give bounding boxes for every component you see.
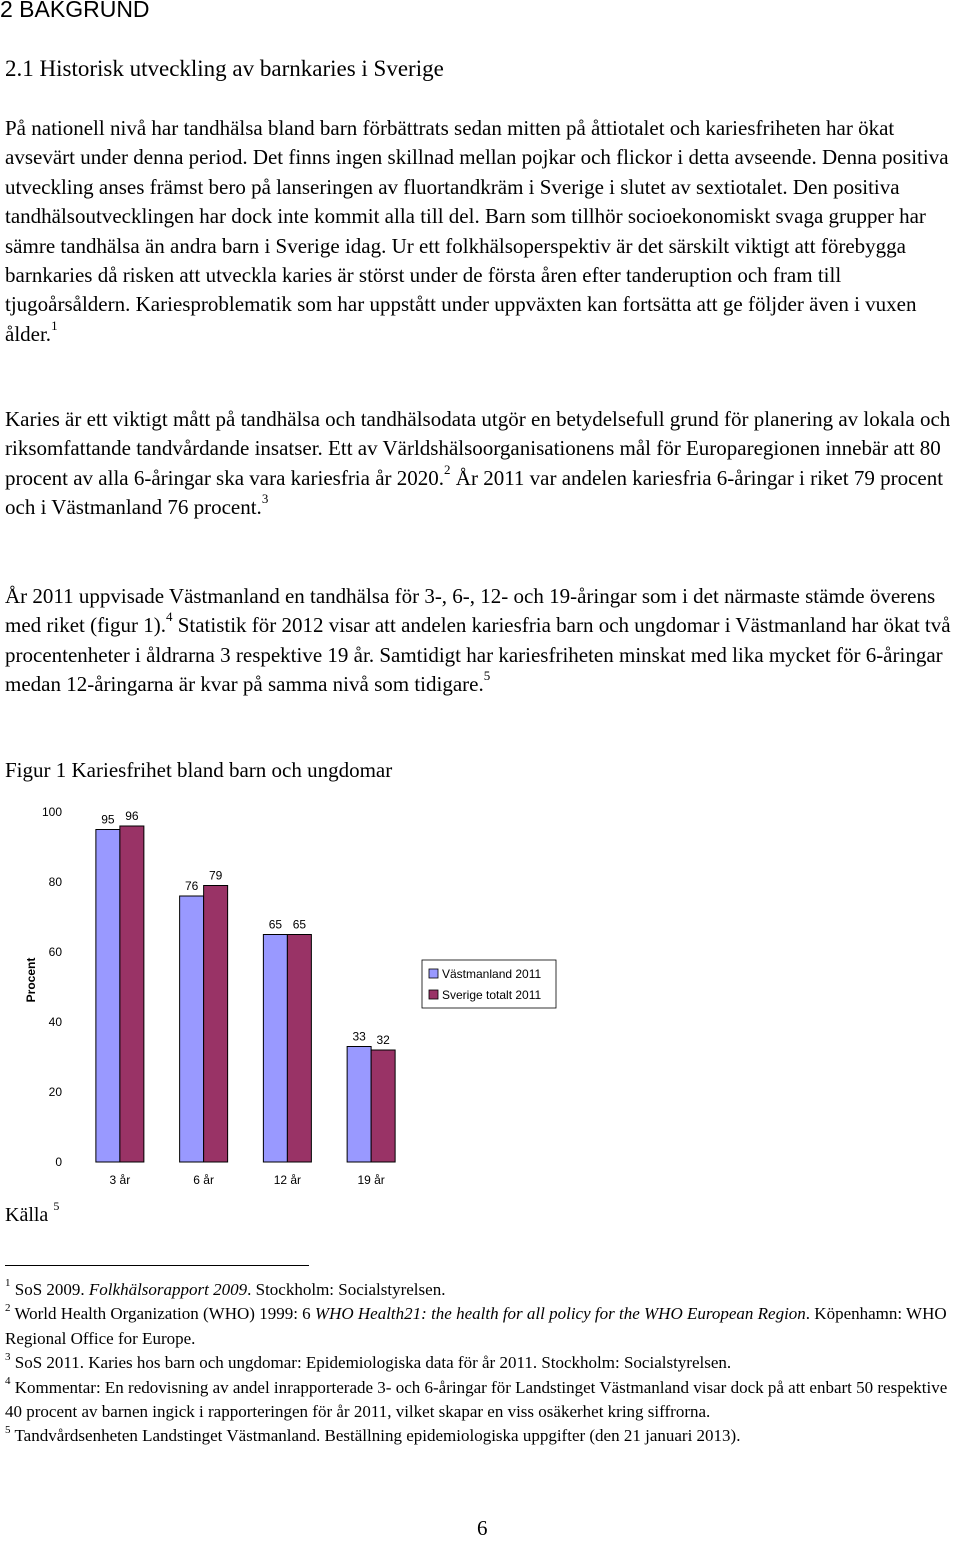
- source-ref[interactable]: 5: [53, 1199, 60, 1214]
- paragraph-2-text-a: Karies är ett viktigt mått på tandhälsa och tandhälsodata utgör en betydelsefull grund för planering av lokala och riksomfattande tandvårdande insatser. Ett av Världshälsoorganisationens mål för Europaregionen innebär att 80 procent av alla 6-åringar ska vara kariesfria år 2020.: [5, 407, 951, 490]
- legend-swatch: [429, 990, 438, 999]
- data-label: 65: [268, 917, 283, 932]
- section-heading: 2 BAKGRUND: [0, 0, 150, 22]
- source-label: Källa: [5, 1204, 49, 1226]
- legend-swatch: [429, 969, 438, 978]
- footnote-number: 2: [5, 1301, 11, 1314]
- y-tick-label: 20: [48, 1085, 62, 1099]
- bar-vastmanland: [180, 896, 204, 1162]
- footnote-ref-4[interactable]: 4: [165, 609, 173, 625]
- paragraph-3-text-a: År 2011 uppvisade Västmanland en tandhälsa för 3-, 6-, 12- och 19-åringar som i det närmaste stämde överens med riket (figur 1).: [5, 584, 936, 638]
- page-number: 6: [477, 1516, 488, 1540]
- paragraph-3-text-b: Statistik för 2012 visar att andelen kariesfria barn och ungdomar i Västmanland har ökat två procentenheter i åldrarna 3 respektive 19 år. Samtidigt har kariesfriheten minskat med lika mycket för 6-åringar medan 12-åringarna är kvar på samma nivå som tidigare.: [5, 613, 951, 697]
- bar-chart: [0, 790, 600, 1190]
- footnote-ref-3[interactable]: 3: [261, 491, 269, 507]
- source-note: [5, 1199, 60, 1227]
- footnote-text: WHO Health21: the health for all policy for the WHO European Region: [314, 1304, 806, 1324]
- legend-label: Sverige totalt 2011: [442, 988, 542, 1002]
- footnote-number: 1: [5, 1277, 11, 1290]
- y-tick-label: 100: [41, 805, 62, 819]
- data-label: 33: [352, 1029, 366, 1044]
- bar-sverige: [120, 826, 144, 1162]
- subsection-heading: 2.1 Historisk utveckling av barnkaries i Sverige: [5, 56, 444, 81]
- bar-sverige: [371, 1050, 395, 1162]
- footnote-text: SoS 2011. Karies hos barn och ungdomar: Epidemiologiska data för år 2011. Stockholm: Socialstyrelsen.: [14, 1353, 732, 1373]
- legend-label: Västmanland 2011: [442, 967, 542, 981]
- bars-group: [96, 826, 395, 1162]
- x-tick-label: 6 år: [193, 1173, 214, 1187]
- data-label: 96: [125, 809, 139, 823]
- data-label: 32: [376, 1033, 390, 1047]
- footnote-3: [5, 1351, 957, 1375]
- x-tick-label: 3 år: [109, 1173, 131, 1187]
- y-axis-label: Procent: [24, 957, 38, 1003]
- footnote-text: Tandvårdsenheten Landstinget Västmanland. Beställning epidemiologiska uppgifter (den 21 januari 2013).: [14, 1426, 741, 1446]
- footnote-text: SoS 2009.: [14, 1280, 89, 1299]
- bar-vastmanland: [96, 830, 120, 1163]
- footnote-ref-5[interactable]: 5: [483, 668, 491, 684]
- y-tick-label: 60: [48, 945, 62, 959]
- x-tick-labels: [110, 1173, 385, 1187]
- footnote-number: 4: [5, 1374, 11, 1387]
- data-label: 76: [184, 879, 199, 893]
- data-label: 95: [101, 812, 115, 827]
- footnote-2: [5, 1302, 957, 1351]
- bar-vastmanland: [263, 935, 287, 1163]
- footnote-text: . Stockholm: Socialstyrelsen.: [247, 1280, 446, 1299]
- footnote-ref-1[interactable]: 1: [51, 317, 58, 333]
- y-tick-label: 0: [55, 1155, 62, 1169]
- footnote-ref-2[interactable]: 2: [444, 461, 451, 477]
- x-tick-label: 12 år: [273, 1173, 302, 1187]
- paragraph-2: [5, 405, 957, 523]
- y-tick-labels: [42, 805, 62, 1169]
- paragraph-1: [5, 114, 957, 349]
- footnote-4: [5, 1376, 957, 1425]
- footnote-text: . Köpenhamn: WHO Regional Office for Europe.: [5, 1304, 947, 1348]
- bar-sverige: [204, 886, 228, 1163]
- footnotes: [5, 1278, 957, 1449]
- paragraph-2-text-b: År 2011 var andelen kariesfria 6-åringar i riket 79 procent och i Västmanland 76 procent.: [5, 465, 944, 520]
- data-labels-group: [101, 809, 390, 1047]
- data-label: 79: [208, 868, 223, 883]
- footnote-text: Folkhälsorapport 2009: [88, 1280, 248, 1299]
- paragraph-3: [5, 582, 957, 700]
- chart-legend: [422, 960, 556, 1008]
- footnote-5: [5, 1424, 957, 1448]
- footnote-number: 3: [5, 1350, 11, 1363]
- footnote-1: [5, 1278, 957, 1302]
- y-tick-label: 40: [48, 1015, 62, 1029]
- x-tick-label: 19 år: [357, 1173, 385, 1187]
- figure-caption: Figur 1 Kariesfrihet bland barn och ungdomar: [5, 758, 393, 782]
- footnote-number: 5: [5, 1423, 11, 1436]
- data-label: 65: [292, 917, 307, 932]
- footnote-text: World Health Organization (WHO) 1999: 6: [14, 1304, 315, 1324]
- footnote-text: Kommentar: En redovisning av andel inrapporterade 3- och 6-åringar för Landstinget Västmanland visar dock på att enbart 50 respektive 40 procent av barnen ingick i rapporteringen för år 2011, vilket skapar en viss osäkerhet kring siffrorna.: [5, 1377, 948, 1422]
- footnote-separator: [5, 1265, 309, 1266]
- bar-sverige: [287, 935, 311, 1163]
- bar-vastmanland: [347, 1047, 371, 1163]
- paragraph-1-text: På nationell nivå har tandhälsa bland barn förbättrats sedan mitten på åttiotalet och kariesfriheten har ökat avsevärt under denna period. Det finns ingen skillnad mellan pojkar och flickor i detta avseende. Denna positiva utveckling anses främst bero på lanseringen av fluortandkräm i Sverige i slutet av sextiotalet. Den positiva tandhälsoutvecklingen har dock inte kommit alla till del. Barn som tillhör socioekonomiskt svaga grupper har sämre tandhälsa än andra barn i Sverige idag. Ur ett folkhälsoperspektiv är det särskilt viktigt att förebygga barnkaries då risken att utveckla karies är störst under de första åren efter tanderuption och fram till tjugoårsåldern. Kariesproblematik som har uppstått under uppväxten kan fortsätta att ge följder även i vuxen ålder.: [5, 116, 949, 346]
- y-tick-label: 80: [48, 875, 62, 889]
